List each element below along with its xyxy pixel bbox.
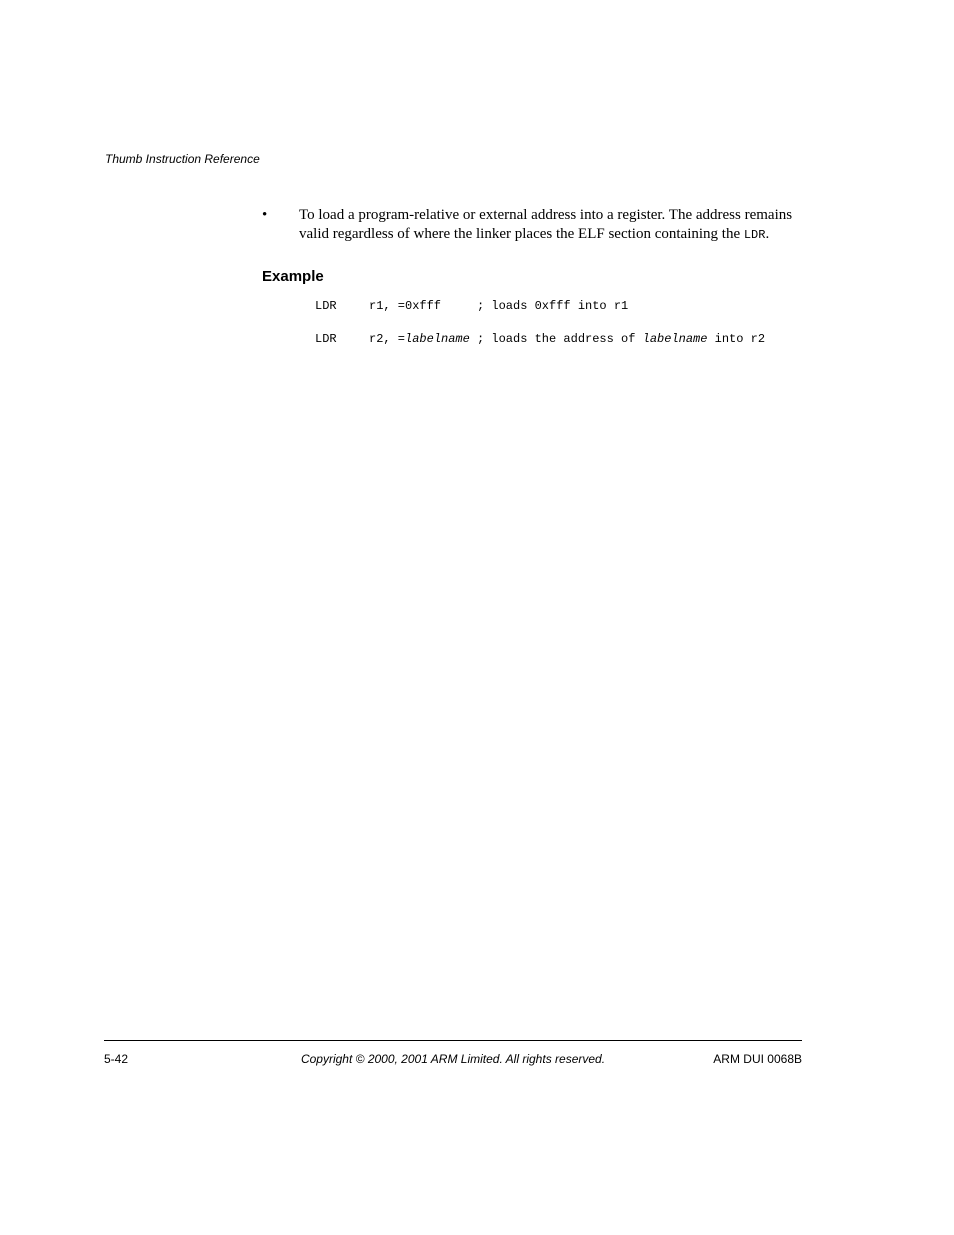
bullet-line-2-text: valid regardless of where the linker places the ELF section containing the xyxy=(299,226,744,242)
inline-code-ldr: LDR xyxy=(743,228,766,242)
code-comment-placeholder: labelname xyxy=(642,332,708,346)
copyright-notice: Copyright © 2000, 2001 ARM Limited. All rights reserved. xyxy=(300,1052,606,1066)
code-opcode: LDR xyxy=(315,332,337,346)
code-operands-prefix: r2, = xyxy=(369,332,406,346)
bullet-line-1: To load a program-relative or external address into a register. The address remains xyxy=(299,207,793,223)
page-number: 5-42 xyxy=(104,1052,129,1066)
code-opcode: LDR xyxy=(315,299,337,313)
footer-divider xyxy=(104,1040,802,1041)
code-operands: r1, =0xfff xyxy=(369,299,442,313)
bullet-text xyxy=(299,206,804,245)
code-operands xyxy=(369,332,470,347)
code-comment xyxy=(477,332,765,347)
code-operands-placeholder: labelname xyxy=(405,332,470,346)
document-id: ARM DUI 0068B xyxy=(713,1052,802,1066)
code-comment-suffix: into r2 xyxy=(707,332,766,346)
running-header: Thumb Instruction Reference xyxy=(105,152,260,166)
code-comment-prefix: ; loads the address of xyxy=(477,332,643,346)
bullet-line-2-end: . xyxy=(765,226,770,242)
example-heading: Example xyxy=(262,268,324,285)
bullet-marker: • xyxy=(262,207,268,223)
code-comment: ; loads 0xfff into r1 xyxy=(477,299,629,313)
bullet-list-item xyxy=(262,206,807,245)
bullet-line-2 xyxy=(299,225,804,245)
